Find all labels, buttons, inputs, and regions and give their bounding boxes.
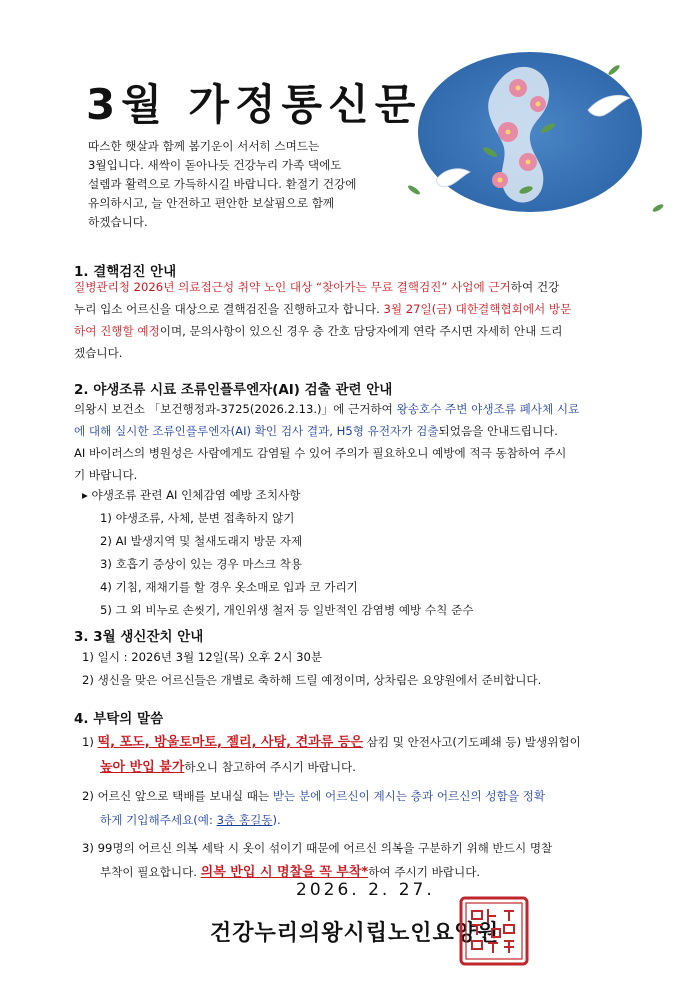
parcel-highlight: 받는 분에 어르신이 계시는 층과 어르신의 성함을 정확: [272, 789, 546, 803]
parcel-highlight: 하게 기입해주세요(예:: [100, 813, 217, 827]
section-2-title: 2. 야생조류 시료 조류인플루엔자(AI) 검출 관련 안내: [74, 382, 393, 398]
section-3-title: 3. 3월 생신잔치 안내: [74, 629, 204, 645]
text-span: 99명의 어르신 의복 세탁 시 옷이 섞이기 때문에 어르신 의복을 구분하기 위해 반드시 명찰: [97, 841, 553, 855]
text-span: 하여 주시기 바랍니다.: [368, 865, 481, 879]
visit-date-highlight: 3월 27일(금) 대한결핵협회에서 방문: [383, 302, 572, 316]
list-item: 3) 호흡기 증상이 있는 경우 마스크 착용: [100, 557, 303, 571]
text-span: 부착이 필요합니다.: [100, 865, 201, 879]
list-number: 3): [82, 841, 98, 855]
visit-date-highlight: 하여 진행할 예정: [74, 324, 160, 338]
section-2-body: [74, 398, 644, 486]
text-span: 이며, 문의사항이 있으신 경우 층 간호 담당자에게 연락 주시면 자세히 안내 드리: [159, 324, 563, 338]
section-4-title: 4. 부탁의 말씀: [74, 711, 164, 727]
list-heading: ▸ 야생조류 관련 AI 인체감염 예방 조치사항: [82, 488, 301, 502]
list-number: 2): [82, 789, 98, 803]
ai-detection-highlight: 왕송호수 주변 야생조류 폐사체 시료: [396, 402, 580, 416]
page-title: 3월 가정통신문: [86, 80, 422, 129]
list-number: 1): [82, 735, 98, 749]
text-span: 의왕시 보건소 「보건행정과-3725(2026.2.13.)」에 근거하여: [74, 402, 397, 416]
list-item: 1) 야생조류, 사체, 분변 접촉하지 않기: [100, 511, 295, 525]
list-item: 2) 생신을 맞은 어르신들은 개별로 축하해 드릴 예정이며, 상차림은 요양원에서 준비합니다.: [82, 673, 542, 687]
list-item: 4) 기침, 재채기를 할 경우 옷소매로 입과 코 가리기: [100, 580, 358, 594]
organization-name: 건강누리의왕시립노인요양원: [210, 921, 500, 946]
food-ban-highlight: 높아 반입 불가: [100, 760, 185, 775]
text-line: 기 바랍니다.: [74, 468, 138, 482]
text-span: 되었음을 안내드립니다.: [438, 424, 558, 438]
request-list: [82, 730, 652, 885]
text-line: AI 바이러스의 병원성은 사람에게도 감염될 수 있어 주의가 필요하오니 예방에 적극 동참하여 주시: [74, 446, 567, 460]
list-item: 2) AI 발생지역 및 철새도래지 방문 자제: [100, 534, 303, 548]
text-span: 하여 건강: [510, 280, 560, 294]
parcel-example: 3층 홍길동: [216, 813, 273, 827]
intro-line: 하겠습니다.: [88, 215, 148, 229]
list-item: 1) 일시 : 2026년 3월 12일(목) 오후 2시 30분: [82, 650, 323, 664]
list-item: 5) 그 외 비누로 손씻기, 개인위생 철저 등 일반적인 감염병 예방 수칙 준수: [100, 603, 474, 617]
text-line: 겠습니다.: [74, 346, 123, 360]
text-span: 어르신 앞으로 택배를 보내실 때는: [97, 789, 273, 803]
korea-map-illustration: [378, 40, 678, 220]
text-span: 하오니 참고하여 주시기 바랍니다.: [184, 760, 356, 774]
ai-detection-highlight: 에 대해 실시한 조류인플루엔자(AI) 확인 검사 결과, H5형 유전자가 검출: [74, 424, 439, 438]
food-ban-highlight: 떡, 포도, 방울토마토, 젤리, 사탕, 견과류 등은: [97, 735, 363, 750]
text-span: ).: [272, 813, 281, 827]
intro-line: 유의하시고, 늘 안전하고 편안한 보살핌으로 함께: [88, 196, 335, 210]
intro-line: 3월입니다. 새싹이 돋아나듯 건강누리 가족 댁에도: [88, 158, 342, 172]
ai-prevention-list: [82, 484, 652, 622]
name-tag-highlight: 의복 반입 시 명찰을 꼭 부착*: [200, 865, 369, 880]
intro-line: 따스한 햇살과 함께 봄기운이 서서히 스며드는: [88, 139, 320, 153]
text-span: 삼킴 및 안전사고(기도폐쇄 등) 발생위험이: [362, 735, 581, 749]
intro-line: 설렘과 활력으로 가득하시길 바랍니다. 환절기 건강에: [88, 177, 357, 191]
birthday-list: [82, 646, 652, 692]
section-1-body: [74, 276, 644, 364]
official-seal-icon: [458, 895, 530, 967]
section-1-title: 1. 결핵검진 안내: [74, 264, 177, 280]
tb-screening-highlight: 질병관리청 2026년 의료접근성 취약 노인 대상 “찾아가는 무료 결핵검진” 사업에 근거: [74, 280, 511, 294]
issue-date: 2026. 2. 27.: [296, 880, 435, 900]
text-span: 누리 입소 어르신을 대상으로 결핵검진을 진행하고자 합니다.: [74, 302, 384, 316]
intro-paragraph: [88, 137, 398, 232]
